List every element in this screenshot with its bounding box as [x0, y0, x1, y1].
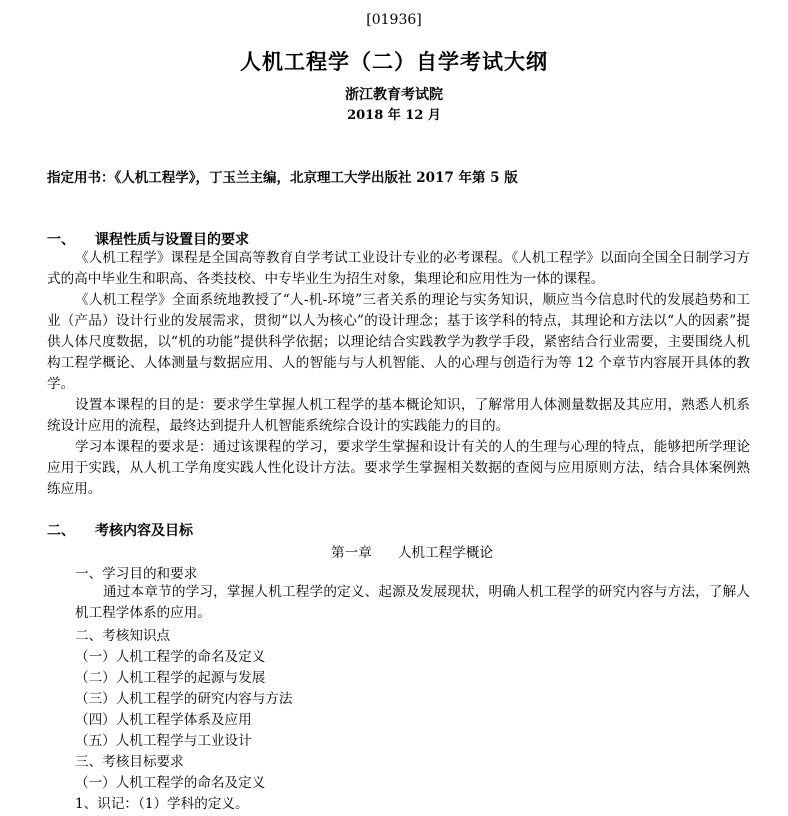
- paragraph: 《人机工程学》课程是全国高等教育自学考试工业设计专业的必考课程。《人机工程学》以面向全国全日制学习方式的高中毕业生和职高、各类技校、中专毕业生为招生对象，集理论和应用性为一体的课程。: [47, 250, 750, 287]
- list-item: （三）人机工程学的研究内容与方法: [75, 691, 293, 707]
- issue-date: 2018 年 12 月: [347, 108, 441, 123]
- chapter-title: 人机工程学概论: [397, 545, 493, 561]
- subheading: 一、学习目的和要求: [75, 566, 198, 582]
- paragraph: 学习本课程的要求是：通过该课程的学习，要求学生掌握和设计有关的人的生理与心理的特点，能够把所学理论应用于实践，从人机工学角度实践人性化设计方法。要求学生掌握相关数据的查阅与应用原则方法，结合具体案例熟练应用。: [47, 439, 750, 497]
- list-item: （四）人机工程学体系及应用: [75, 712, 252, 728]
- paragraph: 通过本章节的学习，掌握人机工程学的定义、起源及发展现状，明确人机工程学的研究内容与方法，了解人机工程学体系的应用。: [75, 584, 750, 621]
- subheading: 三、考核目标要求: [75, 754, 184, 770]
- chapter-label: 第一章: [331, 545, 372, 561]
- course-code: [01936]: [366, 12, 422, 28]
- section-number: 二、: [47, 523, 75, 539]
- section-heading: [47, 520, 193, 540]
- section-title: 课程性质与设置目的要求: [95, 232, 249, 248]
- issuer-name: 浙江教育考试院: [345, 87, 443, 103]
- list-item: （一）人机工程学的命名及定义: [75, 649, 266, 665]
- section-heading: [47, 229, 249, 249]
- paragraph: 设置本课程的目的是：要求学生掌握人机工程学的基本概论知识，了解常用人体测量数据及其应用，熟悉人机系统设计应用的流程，最终达到提升人机智能系统综合设计的实践能力的目的。: [47, 397, 750, 434]
- chapter-heading: [0, 541, 788, 561]
- list-item: （一）人机工程学的命名及定义: [75, 775, 266, 791]
- list-item: （二）人机工程学的起源与发展: [75, 670, 266, 686]
- list-item: （五）人机工程学与工业设计: [75, 733, 252, 749]
- section-title: 考核内容及目标: [95, 523, 193, 539]
- subheading: 二、考核知识点: [75, 628, 171, 644]
- paragraph: 《人机工程学》全面系统地教授了“人-机-环境”三者关系的理论与实务知识，顺应当今信息时代的发展趋势和工业（产品）设计行业的发展需求，贯彻“以人为核心”的设计理念；基于该学科的特点，其理论和方法以“人的因素”提供人体尺度数据，以“机的功能”提供科学依据；以理论结合实践教学为教学手段，紧密结合行业需要，主要围绕人机构工程学概论、人体测量与数据应用、人的智能与与人机智能、人的心理与创造行为等 12 个章节内容展开具体的教学。: [47, 292, 750, 392]
- document-title: 人机工程学（二）自学考试大纲: [240, 49, 548, 74]
- designated-textbook: 指定用书：《人机工程学》，丁玉兰主编，北京理工大学出版社 2017 年第 5 版: [47, 170, 518, 186]
- list-item: 1、识记：（1）学科的定义。: [75, 796, 249, 812]
- section-number: 一、: [47, 232, 75, 248]
